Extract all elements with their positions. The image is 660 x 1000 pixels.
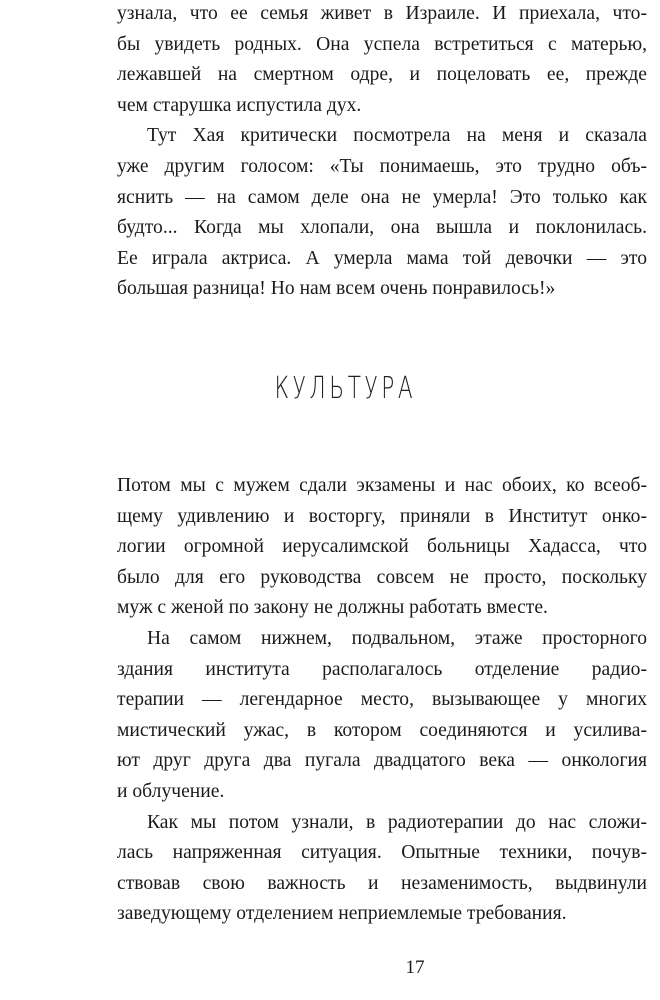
text-line: бы увидеть родных. Она успела встретиться с матерью, xyxy=(117,33,647,55)
text-line: лежавшей на смертном одре, и поцеловать ее, прежде xyxy=(117,64,647,86)
text-line: и облучение. xyxy=(117,780,225,802)
paragraph xyxy=(117,624,647,808)
text-line: заведующему отделением неприемлемые требования. xyxy=(117,903,567,925)
paragraph xyxy=(117,121,647,305)
text-line: было для его руководства совсем не просто, поскольку xyxy=(117,566,647,588)
paragraph xyxy=(117,808,647,930)
text-line: Как мы потом узнали, в радиотерапии до нас сложи- xyxy=(147,811,647,833)
text-line: ют друг друга два пугала двадцатого века — онкология xyxy=(117,750,647,772)
paragraph xyxy=(117,0,647,121)
text-line: уже другим голосом: «Ты понимаешь, это трудно объ- xyxy=(117,155,647,177)
text-line: яснить — на самом деле она не умерла! Это только как xyxy=(117,186,647,208)
text-line: узнала, что ее семья живет в Израиле. И приехала, что- xyxy=(117,3,647,24)
text-block-top xyxy=(117,0,647,305)
text-line: здания института располагалось отделение радио- xyxy=(117,658,647,680)
text-line: ствовав свою важность и незаменимость, выдвинули xyxy=(117,872,647,894)
text-line: Потом мы с мужем сдали экзамены и нас обоих, ко всеоб- xyxy=(117,475,647,496)
text-line: логии огромной иерусалимской больницы Хадасса, что xyxy=(117,536,647,558)
text-line: муж с женой по закону не должны работать вместе. xyxy=(117,597,548,619)
text-line: На самом нижнем, подвальном, этаже просторного xyxy=(147,627,647,649)
text-line: большая разница! Но нам всем очень понравилось!» xyxy=(117,278,556,300)
text-line: будто... Когда мы хлопали, она вышла и поклонилась. xyxy=(117,217,647,239)
text-line: терапии — легендарное место, вызывающее у многих xyxy=(117,689,647,711)
page-number: 17 xyxy=(405,957,425,978)
chapter-title: КУЛЬТУРА xyxy=(274,371,417,406)
text-line: мистический ужас, в котором соединяются и усилива- xyxy=(117,719,647,741)
text-line: щему удивлению и восторгу, приняли в Институт онко- xyxy=(117,505,647,527)
text-line: Ее играла актриса. А умерла мама той девочки — это xyxy=(117,247,647,269)
text-line: чем старушка испустила дух. xyxy=(117,94,362,116)
paragraph xyxy=(117,471,647,624)
text-block-bottom xyxy=(117,471,647,930)
text-line: Тут Хая критически посмотрела на меня и сказала xyxy=(147,125,647,147)
text-line: лась напряженная ситуация. Опытные техники, почув- xyxy=(117,842,647,864)
